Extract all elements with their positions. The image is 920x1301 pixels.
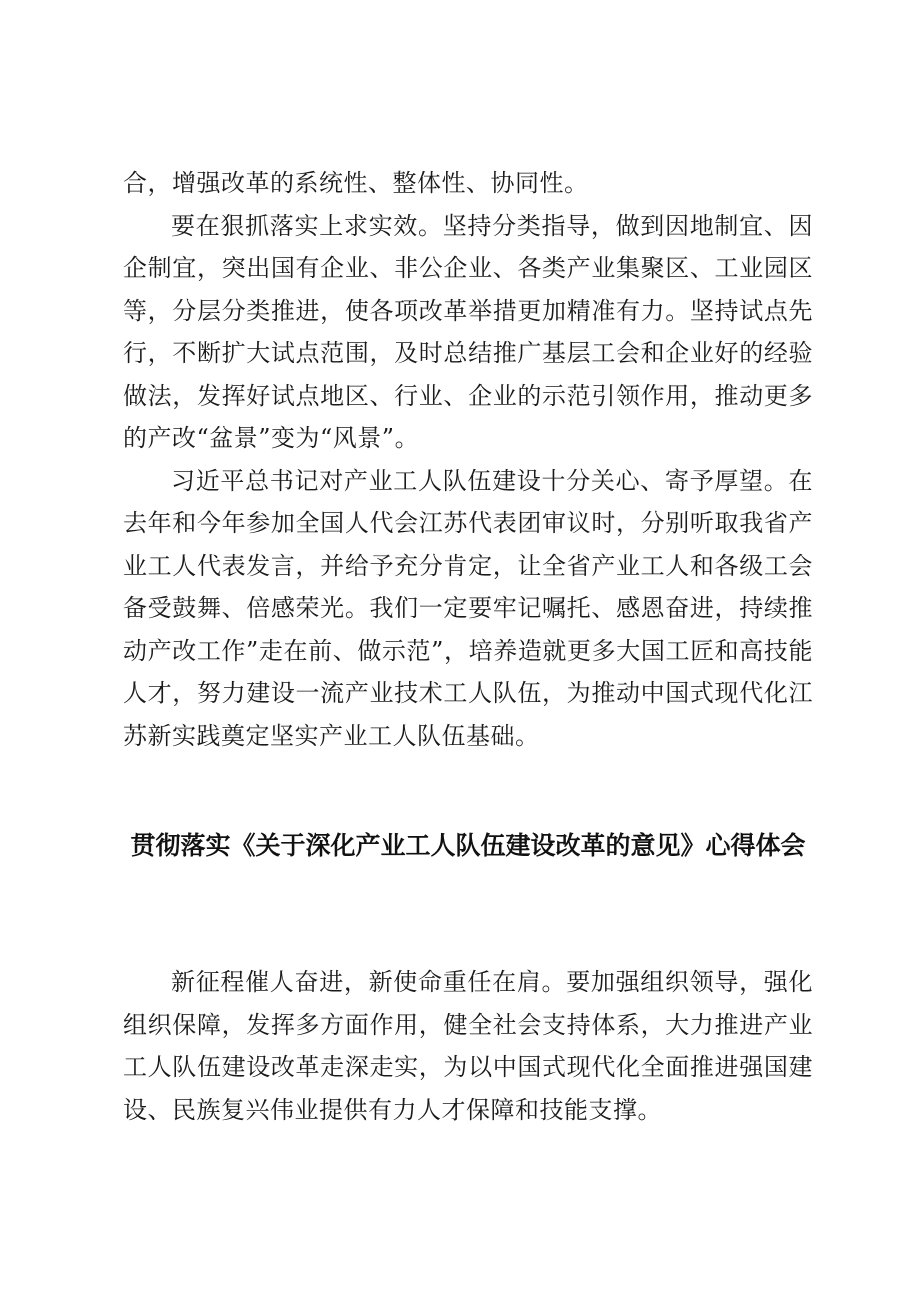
paragraph-new-journey: 新征程催人奋进，新使命重任在肩。要加强组织领导，强化组织保障，发挥多方面作用，健全社会支持体系，大力推进产业工人队伍建设改革走深走实，为以中国式现代化全面推进强国建设、民族复兴伟业提供有力人才保障和技能支撑。 <box>123 968 813 1124</box>
paragraph-implementation: 要在狠抓落实上求实效。坚持分类指导，做到因地制宜、因企制宜，突出国有企业、非公企业、各类产业集聚区、工业园区等，分层分类推进，使各项改革举措更加精准有力。坚持试点先行，不断扩大试点范围，及时总结推广基层工会和企业好的经验做法，发挥好试点地区、行业、企业的示范引领作用，推动更多的产改“盆景”变为“风景”。 <box>123 211 813 452</box>
section-title: 贯彻落实《关于深化产业工人队伍建设改革的意见》心得体会 <box>130 831 806 860</box>
paragraph-continuation: 合，增强改革的系统性、整体性、协同性。 <box>123 169 589 197</box>
body-text-bottom <box>123 961 813 1131</box>
body-text-top <box>123 162 813 757</box>
paragraph-general-secretary: 习近平总书记对产业工人队伍建设十分关心、寄予厚望。在去年和今年参加全国人代会江苏代表团审议时，分别听取我省产业工人代表发言，并给予充分肯定，让全省产业工人和各级工会备受鼓舞、倍感荣光。我们一定要牢记嘱托、感恩奋进，持续推动产改工作”走在前、做示范”，培养造就更多大国工匠和高技能人才，努力建设一流产业技术工人队伍，为推动中国式现代化江苏新实践奠定坚实产业工人队伍基础。 <box>123 466 813 750</box>
